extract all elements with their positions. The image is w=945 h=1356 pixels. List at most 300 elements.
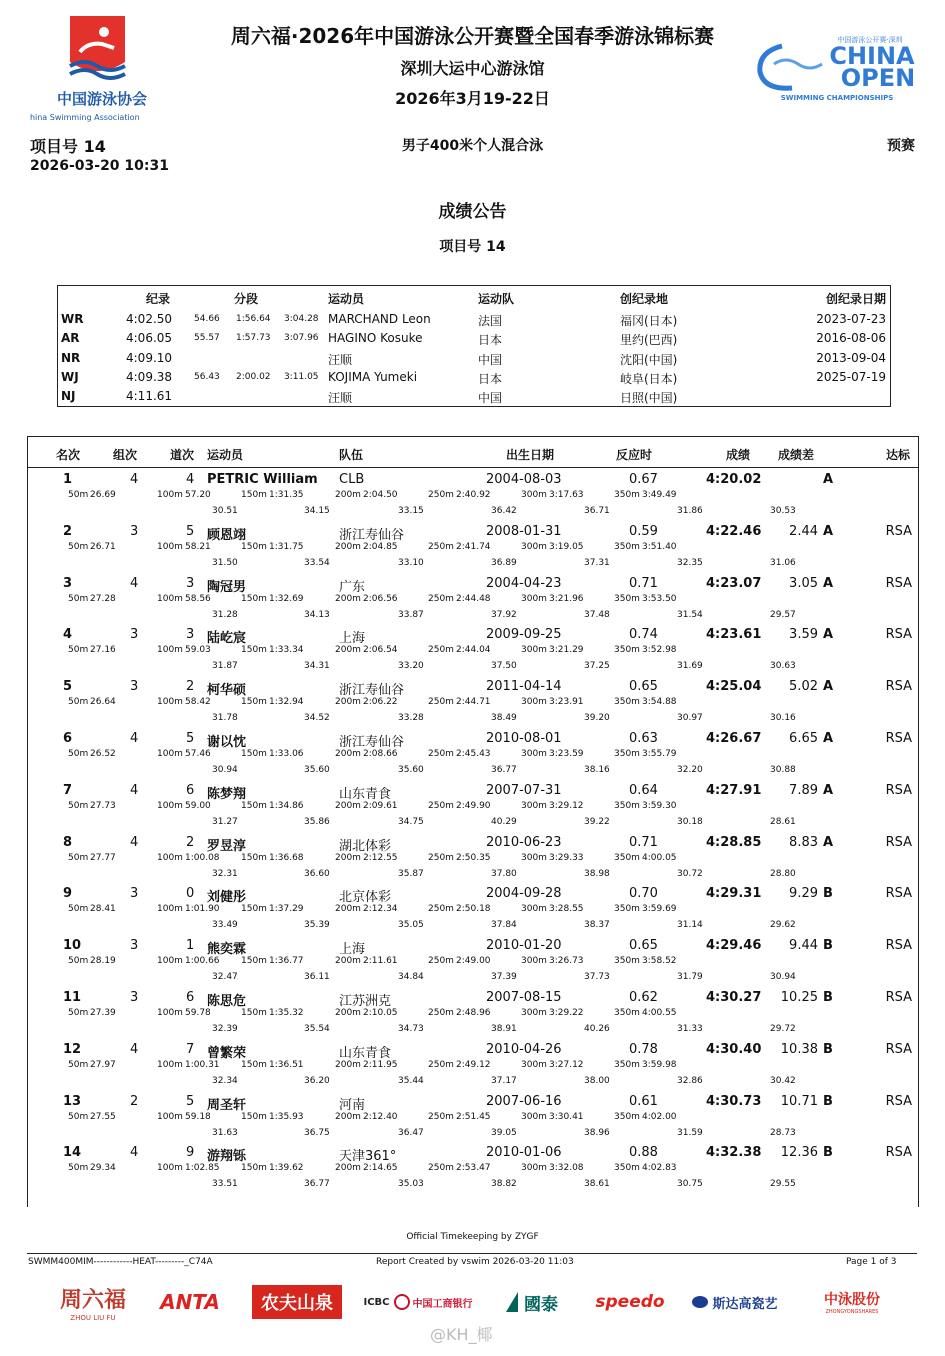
- result-diff: 5.02: [789, 679, 818, 695]
- split-s250: 2:45.43: [456, 749, 491, 759]
- split-s150: 1:31.75: [269, 541, 304, 552]
- record-athlete: 汪顺: [328, 391, 353, 406]
- result-team: 上海: [339, 631, 366, 647]
- sponsor-zhouliufu-en: ZHOU LIU FU: [70, 1313, 116, 1322]
- hdr-time: 成绩: [726, 448, 751, 462]
- split-s250: 2:49.00: [456, 956, 491, 967]
- csa-name-en: China Swimming Association: [30, 113, 140, 122]
- result-dob: 2007-07-31: [486, 782, 562, 798]
- split-label-300m: 300m: [521, 1163, 547, 1174]
- record-team: 法国: [478, 314, 503, 328]
- record-s3: 3:04.28: [284, 314, 319, 324]
- split-label-150m: 150m: [241, 1111, 267, 1122]
- result-lane: 6: [186, 782, 195, 798]
- split-label-250m: 250m: [428, 645, 454, 656]
- result-rt: 0.71: [629, 575, 658, 591]
- split-s150: 1:31.35: [269, 490, 304, 500]
- split-s200: 2:08.66: [363, 749, 398, 759]
- result-std: RSA: [885, 523, 912, 539]
- split-s300: 3:26.73: [549, 956, 584, 967]
- sponsor-cathay-text: 國泰: [524, 1294, 558, 1315]
- split-diff-d100: 33.51: [212, 1179, 238, 1190]
- split-s300: 3:23.91: [549, 697, 584, 708]
- split-s200: 2:11.61: [363, 956, 398, 967]
- result-name: 周圣轩: [207, 1097, 247, 1113]
- split-label-150m: 150m: [241, 1059, 267, 1070]
- result-rank: 8: [63, 834, 73, 850]
- split-diff-d150: 36.60: [304, 868, 330, 879]
- split-label-350m: 350m: [614, 645, 640, 656]
- split-diff-d300: 38.61: [584, 1179, 610, 1190]
- result-rank: 3: [63, 575, 73, 591]
- result-name: 柯华硕: [207, 683, 247, 699]
- cathay-brushwing-icon: [506, 1292, 518, 1312]
- result-name: 陶冠男: [207, 579, 247, 595]
- result-lane: 4: [186, 472, 195, 487]
- split-label-350m: 350m: [614, 800, 640, 811]
- result-grade: B: [823, 990, 833, 1005]
- split-label-100m: 100m: [157, 904, 183, 915]
- report-code: SWMM400MIM------------HEAT---------_C74A: [28, 1257, 213, 1267]
- result-rt: 0.88: [629, 1145, 658, 1161]
- split-s100: 1:00.08: [185, 852, 220, 863]
- record-date: 2025-07-19: [816, 369, 886, 384]
- record-place: 沈阳(中国): [620, 352, 678, 367]
- split-s300: 3:21.29: [549, 645, 584, 656]
- result-time: 4:23.61: [706, 627, 762, 643]
- result-row: [28, 886, 918, 938]
- split-label-50m: 50m: [68, 1008, 89, 1018]
- record-time: 4:09.38: [126, 369, 173, 384]
- result-time: 4:30.73: [706, 1093, 762, 1109]
- split-label-50m: 50m: [68, 593, 89, 604]
- hdr-dob: 出生日期: [506, 448, 555, 462]
- split-s250: 2:44.48: [456, 593, 491, 604]
- split-diff-d300: 38.00: [584, 1075, 610, 1086]
- result-rank: 10: [63, 938, 82, 954]
- record-time: 4:11.61: [126, 389, 173, 404]
- result-dob: 2007-08-15: [486, 990, 562, 1005]
- result-grade: A: [823, 834, 834, 850]
- result-dob: 2009-09-25: [486, 627, 562, 643]
- split-label-50m: 50m: [68, 1059, 89, 1070]
- split-diff-d300: 38.96: [584, 1127, 610, 1138]
- event-phase: 预赛: [887, 138, 915, 154]
- result-name: 曾繁荣: [207, 1045, 247, 1061]
- result-name: PETRIC William: [207, 472, 318, 487]
- rec-hdr-splits: 分段: [234, 292, 259, 306]
- split-s50: 26.64: [90, 697, 116, 708]
- split-s300: 3:27.12: [549, 1059, 584, 1070]
- record-type: WJ: [61, 369, 79, 384]
- split-s50: 28.41: [90, 904, 116, 915]
- result-diff: 10.25: [780, 990, 818, 1005]
- result-time: 4:23.07: [706, 575, 762, 591]
- split-s250: 2:44.71: [456, 697, 491, 708]
- split-label-300m: 300m: [521, 1111, 547, 1122]
- split-label-350m: 350m: [614, 697, 640, 708]
- split-label-50m: 50m: [68, 956, 89, 967]
- split-diff-d150: 35.60: [304, 765, 330, 775]
- result-heat: 2: [130, 1093, 139, 1109]
- split-diff-d150: 36.11: [304, 972, 330, 983]
- result-row: [28, 679, 918, 731]
- split-diff-d400: 29.57: [770, 609, 796, 620]
- record-s1: 55.57: [194, 333, 220, 344]
- split-diff-d200: 36.47: [398, 1127, 424, 1138]
- sponsor-sidagao-text: 斯达高瓷艺: [712, 1296, 778, 1312]
- result-lane: 9: [186, 1145, 195, 1161]
- split-label-250m: 250m: [428, 490, 454, 500]
- split-diff-d150: 33.54: [304, 557, 330, 568]
- sponsor-sidagao-logo: [680, 1280, 790, 1324]
- record-row: [58, 368, 890, 387]
- split-s100: 59.78: [185, 1008, 211, 1018]
- icbc-emblem-icon: [394, 1294, 410, 1310]
- record-place: 日照(中国): [620, 391, 678, 406]
- split-label-300m: 300m: [521, 956, 547, 967]
- results-header: [28, 437, 918, 468]
- result-heat: 3: [130, 990, 139, 1005]
- split-label-100m: 100m: [157, 697, 183, 708]
- result-name: 罗昱淳: [207, 838, 247, 854]
- split-label-50m: 50m: [68, 490, 89, 500]
- split-s200: 2:12.40: [363, 1111, 398, 1122]
- split-s100: 58.21: [185, 541, 211, 552]
- split-label-350m: 350m: [614, 593, 640, 604]
- split-diff-d100: 31.78: [212, 713, 238, 724]
- rec-hdr-place: 创纪录地: [620, 292, 669, 306]
- result-diff: 6.65: [789, 731, 818, 746]
- records-header: [58, 288, 890, 307]
- split-diff-d300: 36.71: [584, 506, 610, 516]
- event-datetime: 2026-03-20 10:31: [30, 158, 169, 174]
- result-dob: 2007-06-16: [486, 1093, 562, 1109]
- split-s350: 3:58.52: [642, 956, 677, 967]
- split-s300: 3:17.63: [549, 490, 584, 500]
- split-label-150m: 150m: [241, 1163, 267, 1174]
- co-sub: SWIMMING CHAMPIONSHIPS: [780, 94, 894, 102]
- split-label-300m: 300m: [521, 800, 547, 811]
- record-team: 中国: [478, 352, 503, 367]
- record-time: 4:02.50: [126, 312, 173, 326]
- record-time: 4:09.10: [126, 350, 173, 365]
- result-heat: 3: [130, 679, 139, 695]
- result-name: 陆屹宸: [207, 631, 247, 647]
- split-label-300m: 300m: [521, 1008, 547, 1018]
- result-name: 谢以忱: [207, 735, 247, 750]
- report-created: Report Created by vswim 2026-03-20 11:03: [376, 1257, 574, 1267]
- result-lane: 2: [186, 834, 195, 850]
- split-diff-d300: 37.73: [584, 972, 610, 983]
- split-s350: 3:52.98: [642, 645, 677, 656]
- split-s300: 3:29.22: [549, 1008, 584, 1018]
- split-label-100m: 100m: [157, 1008, 183, 1018]
- split-s250: 2:49.12: [456, 1059, 491, 1070]
- sponsor-cathay-logo: [492, 1280, 572, 1324]
- split-diff-d250: 37.17: [491, 1075, 517, 1086]
- split-s250: 2:41.74: [456, 541, 491, 552]
- split-diff-d100: 32.47: [212, 972, 238, 983]
- split-s250: 2:44.04: [456, 645, 491, 656]
- result-std: RSA: [885, 834, 912, 850]
- split-s200: 2:11.95: [363, 1059, 398, 1070]
- result-grade: A: [823, 782, 834, 798]
- split-s50: 27.16: [90, 645, 116, 656]
- split-diff-d200: 35.03: [398, 1179, 424, 1190]
- result-row: [28, 990, 918, 1042]
- split-label-300m: 300m: [521, 593, 547, 604]
- result-std: RSA: [885, 731, 912, 746]
- result-grade: B: [823, 886, 833, 902]
- split-s350: 3:51.40: [642, 541, 677, 552]
- split-label-150m: 150m: [241, 490, 267, 500]
- split-s350: 4:02.00: [642, 1111, 677, 1122]
- split-diff-d250: 37.92: [491, 609, 517, 620]
- split-s150: 1:33.34: [269, 645, 304, 656]
- split-label-250m: 250m: [428, 697, 454, 708]
- split-label-50m: 50m: [68, 1111, 89, 1122]
- split-label-200m: 200m: [335, 800, 361, 811]
- split-label-100m: 100m: [157, 852, 183, 863]
- split-diff-d350: 30.72: [677, 868, 703, 879]
- split-label-250m: 250m: [428, 1163, 454, 1174]
- record-date: 2016-08-06: [816, 331, 886, 346]
- split-label-100m: 100m: [157, 645, 183, 656]
- hdr-team: 队伍: [339, 448, 364, 462]
- result-rt: 0.65: [629, 938, 658, 954]
- split-label-50m: 50m: [68, 697, 89, 708]
- sponsor-nongfu-logo: [252, 1285, 342, 1319]
- split-s350: 4:00.55: [642, 1008, 677, 1018]
- record-type: AR: [61, 331, 80, 346]
- split-label-150m: 150m: [241, 852, 267, 863]
- result-team: 上海: [339, 942, 366, 958]
- split-s200: 2:06.56: [363, 593, 398, 604]
- split-s350: 3:49.49: [642, 490, 677, 500]
- result-heat: 3: [130, 886, 139, 902]
- split-s100: 59.18: [185, 1111, 211, 1122]
- split-diff-d150: 34.13: [304, 609, 330, 620]
- split-label-300m: 300m: [521, 697, 547, 708]
- split-s150: 1:32.94: [269, 697, 304, 708]
- record-s1: 56.43: [194, 371, 220, 382]
- split-s150: 1:36.51: [269, 1059, 304, 1070]
- result-grade: B: [823, 1041, 833, 1057]
- split-diff-d150: 35.86: [304, 816, 330, 827]
- footer-divider: [27, 1253, 917, 1254]
- result-diff: 9.44: [789, 938, 818, 954]
- result-heat: 4: [130, 834, 139, 850]
- split-diff-d300: 39.20: [584, 713, 610, 724]
- split-s300: 3:29.33: [549, 852, 584, 863]
- split-label-200m: 200m: [335, 490, 361, 500]
- split-label-200m: 200m: [335, 956, 361, 967]
- result-time: 4:25.04: [706, 679, 762, 695]
- split-label-250m: 250m: [428, 1111, 454, 1122]
- split-s300: 3:19.05: [549, 541, 584, 552]
- sponsor-zhouliufu-logo: [48, 1280, 138, 1324]
- split-label-200m: 200m: [335, 1008, 361, 1018]
- result-heat: 3: [130, 523, 139, 539]
- result-grade: A: [823, 731, 834, 746]
- result-std: RSA: [885, 782, 912, 798]
- record-date: 2013-09-04: [816, 350, 886, 365]
- result-grade: A: [823, 627, 834, 643]
- split-diff-d400: 28.61: [770, 816, 796, 827]
- sponsor-icbc-logo: [360, 1280, 476, 1324]
- result-heat: 4: [130, 1041, 139, 1057]
- result-rank: 11: [63, 990, 82, 1005]
- split-diff-d300: 38.98: [584, 868, 610, 879]
- split-s250: 2:40.92: [456, 490, 491, 500]
- split-s150: 1:33.06: [269, 749, 304, 759]
- split-s250: 2:53.47: [456, 1163, 491, 1174]
- result-dob: 2010-06-23: [486, 834, 562, 850]
- hdr-reaction: 反应时: [616, 448, 653, 462]
- split-label-350m: 350m: [614, 541, 640, 552]
- co-big1: CHINA: [829, 42, 915, 70]
- result-row: [28, 1094, 918, 1146]
- split-label-100m: 100m: [157, 593, 183, 604]
- split-label-350m: 350m: [614, 749, 640, 759]
- record-row: [58, 349, 890, 368]
- split-label-50m: 50m: [68, 852, 89, 863]
- report-title: 成绩公告: [438, 202, 507, 222]
- result-dob: 2004-09-28: [486, 886, 562, 902]
- result-team: 北京体彩: [339, 890, 392, 906]
- result-std: RSA: [885, 990, 912, 1005]
- split-s150: 1:36.77: [269, 956, 304, 967]
- result-diff: 3.05: [789, 575, 818, 591]
- result-rt: 0.78: [629, 1041, 658, 1057]
- rec-hdr-athlete: 运动员: [328, 292, 365, 306]
- result-rank: 7: [63, 782, 73, 798]
- split-label-200m: 200m: [335, 904, 361, 915]
- split-label-300m: 300m: [521, 541, 547, 552]
- sponsor-icbc-en: ICBC: [363, 1296, 390, 1308]
- result-rt: 0.65: [629, 679, 658, 695]
- split-label-200m: 200m: [335, 1111, 361, 1122]
- records-table: [57, 285, 891, 407]
- split-diff-d100: 31.63: [212, 1127, 238, 1138]
- china-open-logo: [752, 34, 922, 104]
- split-diff-d350: 32.35: [677, 557, 703, 568]
- result-diff: 10.71: [780, 1093, 818, 1109]
- result-heat: 4: [130, 782, 139, 798]
- sponsor-anta-logo: [160, 1280, 220, 1324]
- split-diff-d400: 30.42: [770, 1075, 796, 1086]
- split-s100: 58.42: [185, 697, 211, 708]
- result-grade: A: [823, 523, 834, 539]
- split-diff-d200: 33.20: [398, 661, 424, 672]
- split-label-200m: 200m: [335, 1059, 361, 1070]
- split-s250: 2:49.90: [456, 800, 491, 811]
- split-s150: 1:39.62: [269, 1163, 304, 1174]
- split-diff-d300: 39.22: [584, 816, 610, 827]
- split-label-250m: 250m: [428, 749, 454, 759]
- split-label-200m: 200m: [335, 852, 361, 863]
- split-label-350m: 350m: [614, 904, 640, 915]
- record-type: NR: [61, 350, 81, 365]
- split-diff-d400: 30.16: [770, 713, 796, 724]
- split-s300: 3:29.12: [549, 800, 584, 811]
- result-rank: 1: [63, 472, 73, 487]
- result-diff: 2.44: [789, 523, 818, 539]
- split-label-200m: 200m: [335, 645, 361, 656]
- result-team: 江苏洲克: [339, 994, 392, 1009]
- co-big2: OPEN: [840, 64, 916, 92]
- record-time: 4:06.05: [126, 331, 173, 346]
- result-rank: 9: [63, 886, 73, 902]
- split-diff-d200: 35.44: [398, 1075, 424, 1086]
- split-label-150m: 150m: [241, 956, 267, 967]
- split-diff-d400: 30.88: [770, 765, 796, 775]
- split-diff-d250: 40.29: [491, 816, 517, 827]
- split-label-150m: 150m: [241, 800, 267, 811]
- split-s200: 2:04.50: [363, 490, 398, 500]
- split-s200: 2:06.22: [363, 697, 398, 708]
- split-diff-d350: 31.14: [677, 920, 703, 931]
- split-s100: 57.46: [185, 749, 211, 759]
- timekeeping-note: Official Timekeeping by ZYGF: [406, 1232, 539, 1242]
- sponsor-speedo-text: speedo: [595, 1292, 665, 1312]
- result-dob: 2004-04-23: [486, 575, 562, 591]
- split-label-50m: 50m: [68, 800, 89, 811]
- result-rank: 6: [63, 731, 73, 746]
- result-team: 山东青食: [339, 786, 392, 802]
- result-row: [28, 938, 918, 990]
- competition-title: 周六福·2026年中国游泳公开赛暨全国春季游泳锦标赛: [230, 24, 715, 48]
- sponsor-anta-text: ANTA: [160, 1290, 220, 1314]
- split-s150: 1:35.93: [269, 1111, 304, 1122]
- split-diff-d300: 38.16: [584, 765, 610, 775]
- split-diff-d100: 32.31: [212, 868, 238, 879]
- split-label-300m: 300m: [521, 1059, 547, 1070]
- competition-dates: 2026年3月19-22日: [395, 89, 550, 108]
- split-label-200m: 200m: [335, 1163, 361, 1174]
- rec-hdr-date: 创纪录日期: [825, 292, 886, 306]
- record-team: 日本: [478, 371, 503, 386]
- split-s100: 1:00.31: [185, 1059, 220, 1070]
- split-label-100m: 100m: [157, 956, 183, 967]
- split-diff-d100: 30.51: [212, 506, 238, 516]
- record-date: 2023-07-23: [816, 312, 886, 326]
- split-s50: 27.28: [90, 593, 116, 604]
- result-rank: 2: [63, 523, 73, 539]
- result-dob: 2011-04-14: [486, 679, 562, 695]
- split-diff-d200: 34.75: [398, 816, 424, 827]
- result-dob: 2010-04-26: [486, 1041, 562, 1057]
- result-name: 游翔铄: [207, 1149, 247, 1165]
- split-label-50m: 50m: [68, 645, 89, 656]
- result-row: [28, 472, 918, 524]
- result-rank: 5: [63, 679, 73, 695]
- result-rank: 14: [63, 1145, 82, 1161]
- result-name: 顾恩翊: [207, 527, 247, 543]
- sponsor-zhouliufu-cn: 周六福: [59, 1286, 126, 1313]
- split-diff-d350: 32.20: [677, 765, 703, 775]
- result-rank: 12: [63, 1041, 82, 1057]
- split-s300: 3:30.41: [549, 1111, 584, 1122]
- result-team: 山东青食: [339, 1045, 392, 1061]
- result-diff: 8.83: [789, 834, 818, 850]
- record-s1: 54.66: [194, 314, 220, 324]
- split-diff-d200: 33.15: [398, 506, 424, 516]
- split-diff-d100: 30.94: [212, 765, 238, 775]
- record-team: 日本: [478, 333, 503, 348]
- split-s200: 2:12.55: [363, 852, 398, 863]
